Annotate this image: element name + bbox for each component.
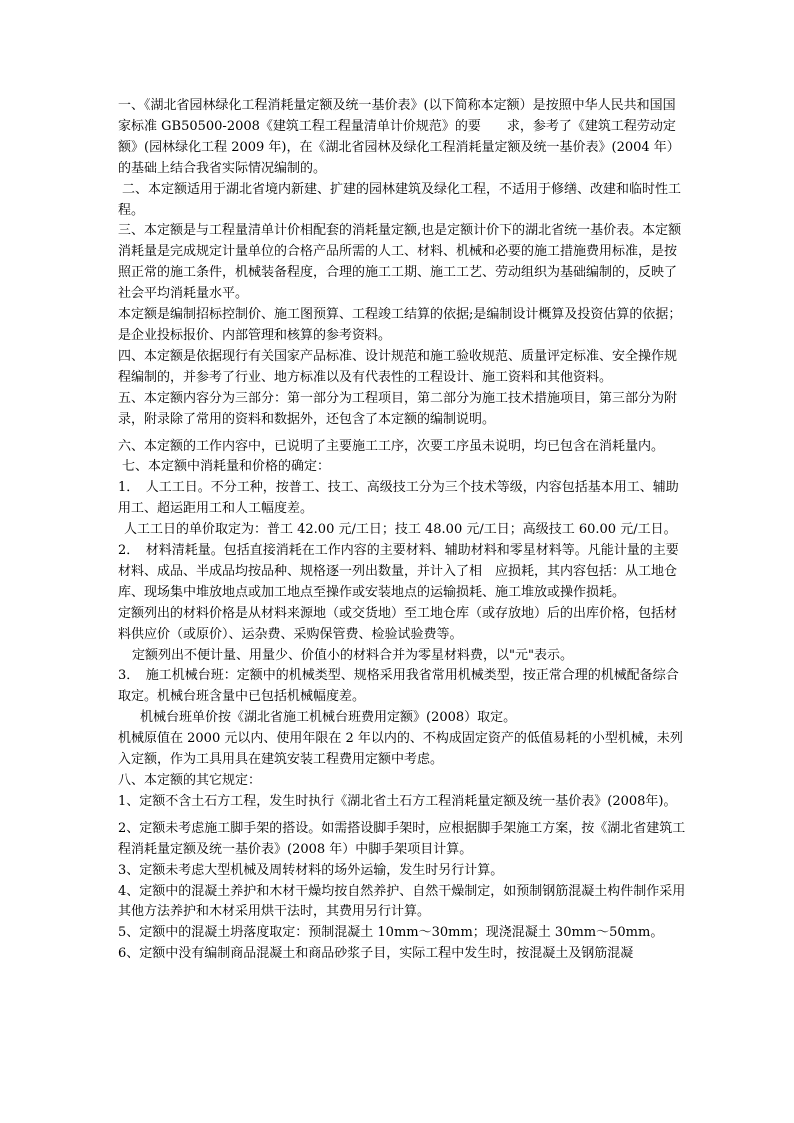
machinery-small: 机械原值在 2000 元以内、使用年限在 2 年以内的、不构成固定资产的低值易耗的小型机械，未列入定额，作为工具用具在建筑安装工程费用定额中考虑。 <box>118 731 683 768</box>
paragraph-5: 四、本定额是依据现行有关国家产品标准、设计规范和施工验收规范、质量评定标准、安全操作规程编制的，并参考了行业、地方标准以及有代表性的工程设计、施工资料和其他资料。 <box>118 348 678 385</box>
rule-2: 2、定额未考虑施工脚手架的搭设。如需搭设脚手架时，应根据脚手架施工方案，按《湖北省建筑工程消耗量定额及统一基价表》(2008 年）中脚手架项目计算。 <box>118 820 686 857</box>
paragraph-3: 三、本定额是与工程量清单计价相配套的消耗量定额,也是定额计价下的湖北省统一基价表。本定额消耗量是完成规定计量单位的合格产品所需的人工、材料、机械和必要的施工措施费用标准，是按照正常的施工条件，机械装备程度，合理的施工工期、施工工艺、劳动组织为基础编制的，反映了社会平均消耗量水平。 <box>118 223 682 302</box>
labor-price: 人工工日的单价取定为：普工 42.00 元/工日；技工 48.00 元/工日；高级技工 60.00 元/工日。 <box>124 522 677 538</box>
materials-misc: 定额列出不便计量、用量少、价值小的材料合并为零星材料费，以"元"表示。 <box>132 647 573 663</box>
rule-5: 5、定额中的混凝土坍落度取定：预制混凝土 10mm～30mm；现浇混凝土 30mm～50mm。 <box>118 925 664 941</box>
document-body <box>118 96 686 965</box>
rule-3: 3、定额未考虑大型机械及周转材料的场外运输，发生时另行计算。 <box>118 862 504 878</box>
rule-1: 1、定额不含土石方工程，发生时执行《湖北省土石方工程消耗量定额及统一基价表》(2008年)。 <box>118 793 677 809</box>
paragraph-4: 本定额是编制招标控制价、施工图预算、工程竣工结算的依据;是编制设计概算及投资估算的依据；是企业投标报价、内部管理和核算的参考资料。 <box>118 307 682 343</box>
item-labor: 1． 人工工日。不分工种，按普工、技工、高级技工分为三个技术等级，内容包括基本用工、辅助用工、超运距用工和人工幅度差。 <box>118 480 679 517</box>
item-machinery: 3． 施工机械台班：定额中的机械类型、规格采用我省常用机械类型，按正常合理的机械配备综合取定。机械台班含量中已包括机械幅度差。 <box>118 668 679 705</box>
materials-price: 定额列出的材料价格是从材料来源地（或交货地）至工地仓库（或存放地）后的出库价格，包括材料供应价（或原价）、运杂费、采购保管费、检验试验费等。 <box>118 605 678 642</box>
paragraph-6: 五、本定额内容分为三部分：第一部分为工程项目，第二部分为施工技术措施项目，第三部分为附录，附录除了常用的资料和数据外，还包含了本定额的编制说明。 <box>118 390 678 427</box>
item-materials: 2． 材料清耗量。包括直接消耗在工作内容的主要材料、辅助材料和零星材料等。凡能计量的主要材料、成品、半成品均按品种、规格逐一列出数量，并计入了相 应损耗，其内容包括：从工地仓库、现场集中堆放地点或加工地点至操作或安装地点的运输损耗、施工堆放或操作损耗。 <box>118 543 679 600</box>
section-heading-8: 八、本定额的其它规定： <box>118 773 262 788</box>
rule-6: 6、定额中没有编制商品混凝土和商品砂浆子目，实际工程中发生时，按混凝土及钢筋混凝 <box>118 946 634 962</box>
paragraph-2: 二、本定额适用于湖北省境内新建、扩建的园林建筑及绿化工程，不适用于修缮、改建和临时性工程。 <box>118 181 682 218</box>
machinery-price: 机械台班单价按《湖北省施工机械台班费用定额》(2008）取定。 <box>140 710 517 726</box>
rule-4: 4、定额中的混凝土养护和木材干燥均按自然养护、自然干燥制定，如预制钢筋混凝土构件制作采用其他方法养护和木材采用烘干法时，其费用另行计算。 <box>118 883 686 920</box>
paragraph-7: 六、本定额的工作内容中，已说明了主要施工工序，次要工序虽未说明，均已包含在消耗量内。 <box>118 438 665 454</box>
section-heading-7: 七、本定额中消耗量和价格的确定： <box>122 459 331 475</box>
paragraph-1: 一、《湖北省园林绿化工程消耗量定额及统一基价表》(以下简称本定额）是按照中华人民共和国国家标准 GB50500-2008《建筑工程工程量清单计价规范》的要 求，参考了《建筑工程劳动定额》(园林绿化工程 2009 年)，在《湖北省园林及绿化工程消耗量定额及统一基价表》(2004 年）的基础上结合我省实际情况编制的。 <box>118 98 680 176</box>
